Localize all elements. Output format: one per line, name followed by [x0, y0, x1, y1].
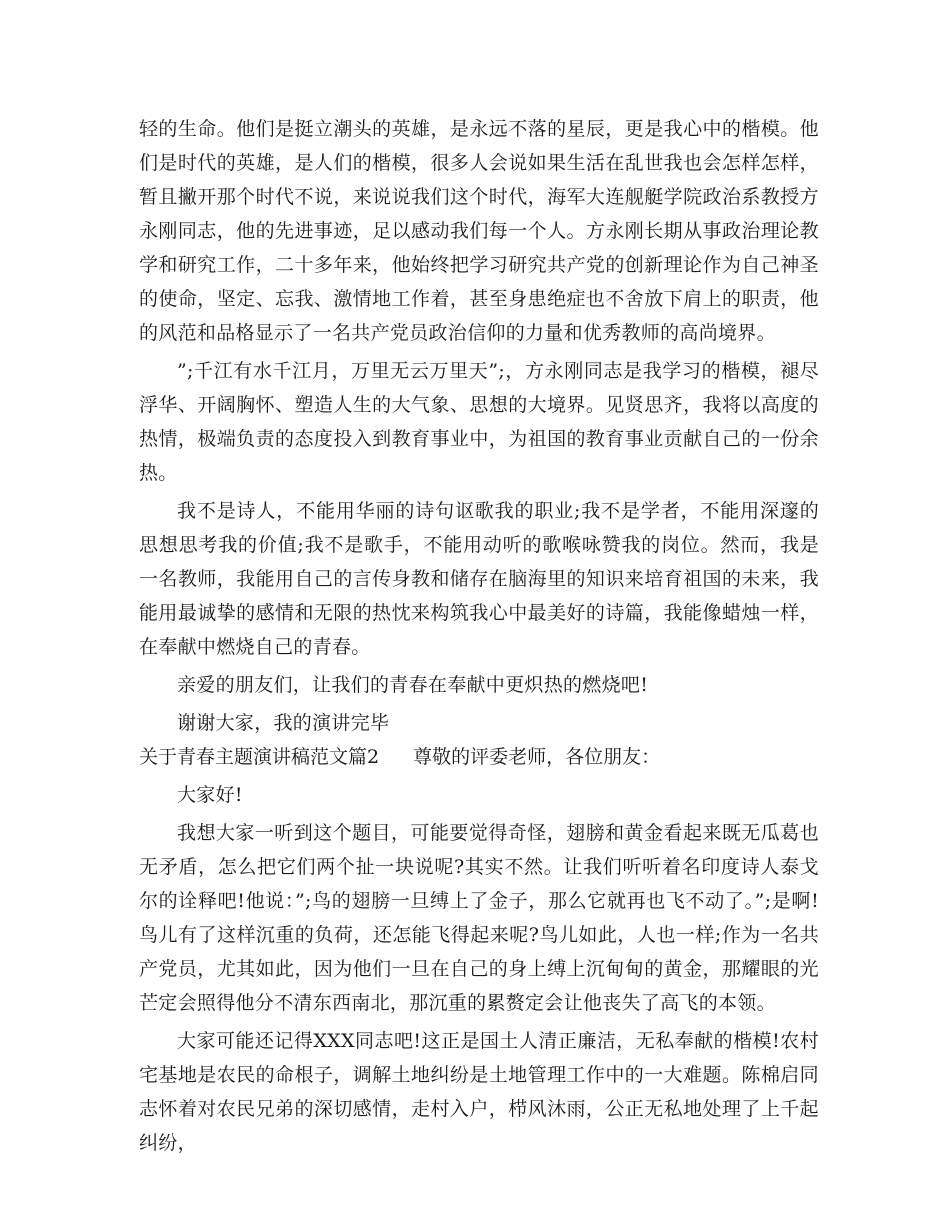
section-greeting: 尊敬的评委老师，各位朋友： [413, 746, 661, 768]
paragraph-quote-fang-yonggang: ”;千江有水千江月，万里无云万里天”;，方永刚同志是我学习的楷模，褪尽浮华、开阔胸怀、塑造人生的大气象、思想的大境界。见贤思齐，我将以高度的热情，极端负责的态度投入到教育事业中，为祖国的教育事业贡献自己的一份余热。 [139, 360, 819, 484]
paragraph-thanks: 谢谢大家，我的演讲完毕 [177, 712, 390, 734]
paragraph-wings-and-gold: 我想大家一听到这个题目，可能要觉得奇怪，翅膀和黄金看起来既无瓜葛也无矛盾，怎么把它们两个扯一块说呢?其实不然。让我们听听着名印度诗人泰戈尔的诠释吧!他说：”;鸟的翅膀一旦缚上了金子，那么它就再也飞不动了。”;是啊!鸟儿有了这样沉重的负荷，还怎能飞得起来呢?鸟儿如此，人也一样;作为一名共产党员，尤其如此，因为他们一旦在自己的身上缚上沉甸甸的黄金，那耀眼的光芒定会照得他分不清东西南北，那沉重的累赘定会让他丧失了高飞的本领。 [139, 822, 819, 1014]
section-title: 关于青春主题演讲稿范文篇2 [139, 746, 380, 768]
section-heading [139, 740, 819, 774]
paragraph-hello: 大家好! [177, 784, 243, 806]
paragraph-role-model: 大家可能还记得XXX同志吧!这正是国土人清正廉洁，无私奉献的楷模!农村宅基地是农民的命根子，调解土地纠纷是土地管理工作中的一大难题。陈棉启同志怀着对农民兄弟的深切感情，走村入户，栉风沐雨，公正无私地处理了上千起纠纷， [139, 1030, 819, 1154]
paragraph-continuation: 轻的生命。他们是挺立潮头的英雄，是永远不落的星辰，更是我心中的楷模。他们是时代的英雄，是人们的楷模，很多人会说如果生活在乱世我也会怎样怎样，暂且撇开那个时代不说，来说说我们这个时代，海军大连舰艇学院政治系教授方永刚同志，他的先进事迹，足以感动我们每一个人。方永刚长期从事政治理论教学和研究工作，二十多年来，他始终把学习研究共产党的创新理论作为自己神圣的使命，坚定、忘我、激情地工作着，甚至身患绝症也不舍放下肩上的职责，他的风范和品格显示了一名共产党员政治信仰的力量和优秀教师的高尚境界。 [139, 118, 819, 344]
paragraph-teacher-dedication: 我不是诗人，不能用华丽的诗句讴歌我的职业;我不是学者，不能用深邃的思想思考我的价值;我不是歌手，不能用动听的歌喉咏赞我的岗位。然而，我是一名教师，我能用自己的言传身教和储存在脑海里的知识来培育祖国的未来，我能用最诚挚的感情和无限的热忱来构筑我心中最美好的诗篇，我能像蜡烛一样，在奉献中燃烧自己的青春。 [139, 500, 819, 658]
paragraph-closing-call: 亲爱的朋友们，让我们的青春在奉献中更炽热的燃烧吧! [177, 674, 649, 696]
document-body [139, 112, 819, 1160]
